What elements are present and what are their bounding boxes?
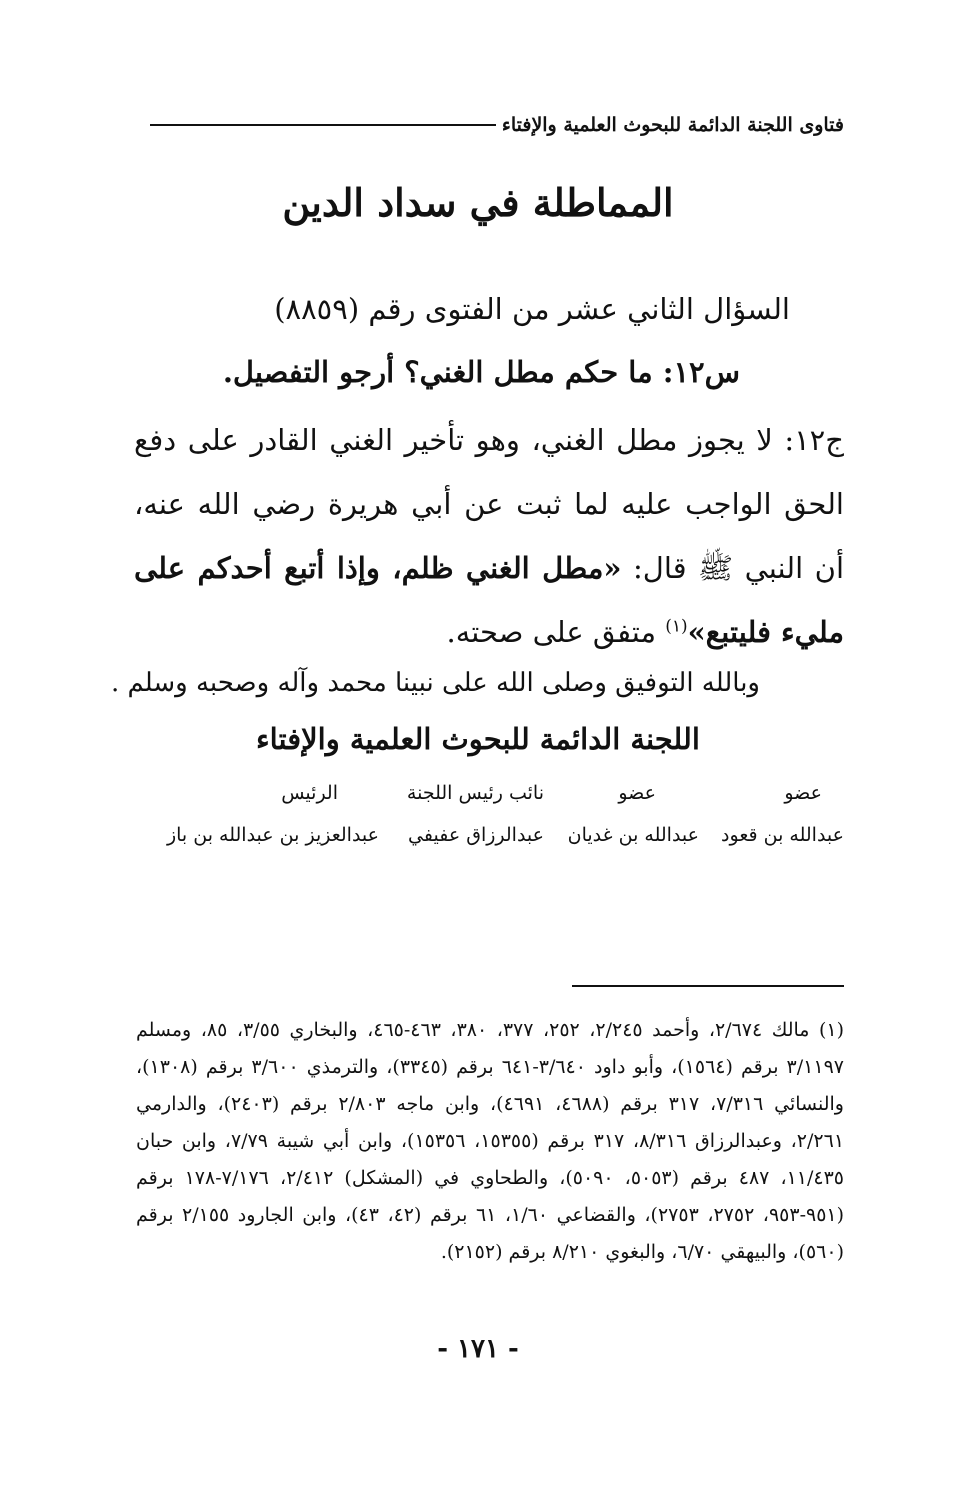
signatory-role: نائب رئيس اللجنة [406, 782, 544, 804]
footnote-marker: (١) [665, 616, 688, 637]
committee-name: اللجنة الدائمة للبحوث العلمية والإفتاء [256, 722, 700, 756]
footnote-text: (١) مالك ٢/٦٧٤، وأحمد ٢/٢٤٥، ٢٥٢، ٣٧٧، ٣٨٠، ٤٦٣-٤٦٥، والبخاري ٣/٥٥، ٨٥، ومسلم ٣/١١٩٧ برقم (١٥٦٤)، وأبو داود ٣/٦٤٠-٦٤١ برقم (٣٣٤٥)، والترمذي ٣/٦٠٠ برقم (١٣٠٨)، والنسائي ٧/٣١٦، ٣١٧ برقم (٤٦٨٨، ٤٦٩١)، وابن ماجه ٢/٨٠٣ برقم (٢٤٠٣)، والدارمي ٢/٢٦١، وعبدالرزاق ٨/٣١٦، ٣١٧ برقم (١٥٣٥٥، ١٥٣٥٦)، وابن أبي شيبة ٧/٧٩، وابن حبان ١١/٤٣٥، ٤٨٧ برقم (٥٠٥٣، ٥٠٩٠)، والطحاوي في (المشكل) ٢/٤١٢، ٧/١٧٦-١٧٨ برقم (٩٥١-٩٥٣، ٢٧٥٢، ٢٧٥٣)، والقضاعي ١/٦٠، ٦١ برقم (٤٢، ٤٣)، وابن الجارود ٢/١٥٥ برقم (٥٦٠)، والبيهقي ٦/٧٠، والبغوي ٨/٢١٠ برقم (٢١٥٢). [136, 1019, 845, 1263]
question-text: س١٢: ما حكم مطل الغني؟ أرجو التفصيل. [222, 355, 740, 389]
signatory-roles-row [144, 782, 844, 824]
running-header-rule [150, 124, 496, 126]
signatory-name: عبدالرزاق عفيفي [408, 824, 544, 846]
hadith-quote: «مطل الغني ظلم، وإذا أتبع أحدكم على مليء فليتبع» [134, 551, 844, 649]
signatory-name: عبدالله بن غديان [567, 824, 699, 846]
signatory-role: الرئيس [281, 782, 338, 804]
signatories-block [144, 782, 844, 866]
running-header-title: فتاوى اللجنة الدائمة للبحوث العلمية والإفتاء [501, 114, 844, 136]
signatory-name: عبدالله بن قعود [721, 824, 844, 846]
question-reference: السؤال الثاني عشر من الفتوى رقم (٨٨٥٩) [274, 292, 790, 326]
closing-line: وبالله التوفيق وصلى الله على نبينا محمد وآله وصحبه وسلم . [110, 668, 760, 698]
footnote-separator [572, 985, 844, 987]
answer-intro: ج١٢: لا يجوز مطل الغني، وهو تأخير الغني القادر على دفع الحق الواجب عليه لما ثبت عن أبي هريرة رضي الله عنه، أن النبي ﷺ قال: [134, 423, 844, 585]
signatory-name: عبدالعزيز بن عبدالله بن باز [166, 824, 379, 846]
running-header [150, 110, 844, 140]
answer-ending: متفق على صحته. [446, 615, 666, 649]
signatory-names-row [144, 824, 844, 866]
signatory-role: عضو [784, 782, 822, 804]
signatory-role: عضو [618, 782, 656, 804]
page-number: - ١٧١ - [437, 1334, 519, 1364]
answer-paragraph [134, 408, 844, 664]
page-title: المماطلة في سداد الدين [282, 180, 674, 225]
